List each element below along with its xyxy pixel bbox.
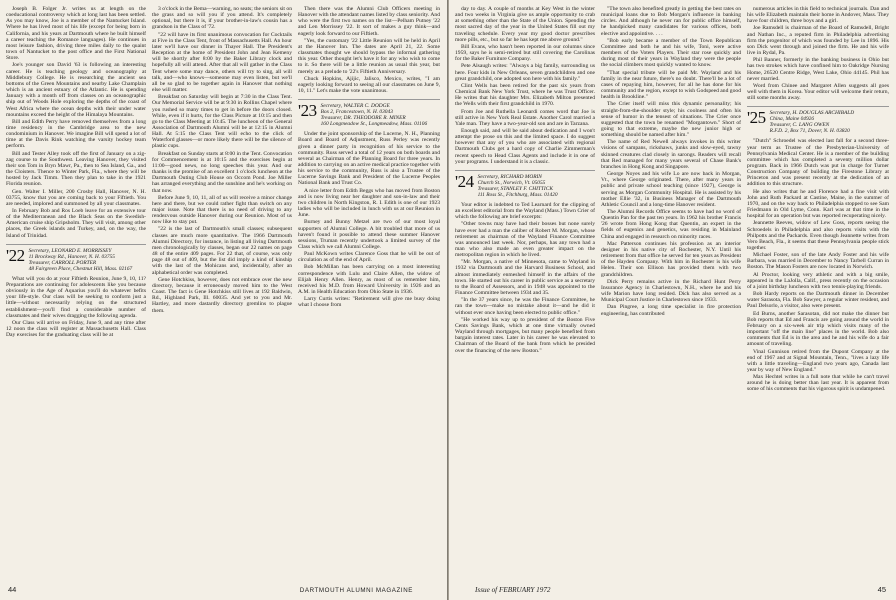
treasurer-address: 160 Longmeadow St., Longmeadow, Mass. 01106 (320, 121, 428, 128)
news-paragraph: day to day. A couple of months at Key West in the winter and two weeks in Virginia give us ample opportunity to crab at something other than the State of the Union. Spending the most sacred day of the year in the United States fill out my traveling schedule. Every year my good doctor prescribes more pills, etc., but so far he has kept me above ground." (455, 6, 595, 43)
secretary-address: 11 Brockway Rd., Hanover, N. H. 03755 (28, 253, 115, 260)
news-paragraph: "He worked his way up to president of the Boston Five Cents Savings Bank, which at one time virtually owned Wayland through mortgages, but many people benefited from bargain interest rates. Later in his career he was elevated to Chairman of the Board of the bank from which he presided over the financing of the new Boston." (455, 316, 595, 354)
secretary-address: Church St., Norwich, Vt. 05055 (477, 179, 546, 186)
news-paragraph: From Joe and Ruthella Leonardi comes word that Joe is still active in New York Real Estate. Another Carol married a Yale man. They have a two-year-old son and are in Tarzana. (455, 108, 595, 127)
news-paragraph: Bill Evans, who hasn't been reported in our columns since 1959, says he is semi-retired but still covering the Carolinas for the Baker Furniture Company. (455, 43, 595, 63)
news-paragraph: "Bob early became a member of the Town Republican Committee and both he and his wife, Toni, were active members of the Voters Players. Their star rose quickly and during most of their years in Wayland they were the people the social climbers most quickly wanted to know. (601, 37, 741, 69)
right-column-2 (601, 6, 741, 576)
news-paragraph: Then there was the Alumni Club Officers meeting in Hanover with the attendant names listed by class seniority. And who were the first two names on the list—Pelham Putney '22 and Len Morrissey '22. It sort of makes a guy think—and eagerly look forward to our Fiftieth. (298, 6, 440, 37)
news-paragraph: What will you do at your Fiftieth Reunion, June 9, 10, 11? Preparations are continuing for adolescents like you because obviously in the Age of Aquarius you'll do whatever befits your life-style. Our class will be seeking to conform just a little—without necessarily relying on the structured establishment—you'll find a considerable number of classmates and their wives dragging the following agenda. (6, 275, 146, 319)
class-officers (321, 103, 428, 127)
right-col1-after-paragraphs (455, 202, 595, 354)
news-paragraph: Pete Alsaugh writes: "Always a big family, surrounding us here. Four kids in New Orleans, seven grandchildren and one great grandchild, one adopted son here with his family." (455, 63, 595, 82)
class-1924-header (455, 170, 595, 198)
news-paragraph: Chuck Hopkins, Ajijic, Jalisco, Mexico, writes, "I am eagerly looking forward to seeing all our classmates on June 9, 10, 11." Let's make the vote unanimous. (298, 75, 440, 95)
news-paragraph: Paul McKown writes Clarence Goss that he will be out of circulation as of the end of April. (298, 251, 440, 264)
class-1925-header (747, 106, 889, 134)
left-page (0, 0, 447, 600)
news-paragraph: Your editor is indebted to Ted Learnard for the clipping of an excellent editorial from the Wayland (Mass.) Town Crier of which the following are brief excerpts: (455, 201, 595, 221)
news-paragraph: "Other towns may have had their bosses but none surely have ever had a man the caliber of Robert M. Morgan, whose retirement as chairman of the Wayland Finance Committee was announced last week. Nor, perhaps, has any town had a man who also made an even greater impact on the metropolitan region in which he lived. (455, 221, 595, 259)
right-col3-after-paragraphs (747, 138, 889, 392)
news-paragraph: "22 is the last of Dartmouth's small classes; subsequent classes are much more quantitative. The 1966 Dartmouth Alumni Directory, for instance, in listing all living Dartmouth men chronologically by classes, began our 22 names on page 48 of the entire 409 pages. For 22 that, of course, was only page 48 out of 409, but the list did imply a kind of kinship with the last of the Mohicans and, incidentally, after an alphabetical order was completed. (152, 226, 292, 276)
right-col3-paragraphs (747, 6, 889, 101)
treasurer-address: R.F.D. 2, Box 71, Dover, N. H. 03820 (769, 128, 850, 135)
right-col1-paragraphs (455, 6, 595, 165)
news-paragraph: Dan Pingree, a long time specialist in fire protection engineering, has contributed (601, 304, 741, 317)
right-page-footer (449, 580, 896, 594)
class-year-number: '24 (455, 171, 474, 191)
news-paragraph: Joseph B. Folger Jr. writes us at length on the coeducational controversy which at long last has been settled. As you may know, Joe is a member of the Nantucket Island. Where he has lived most of his life (except for being born in California, and his years at Dartmouth where he built himself a career teaching the Romance languages). He continues in most leisure fashion, driving three miles daily to the quaint town of Nantucket to the post office and the First National Store. (6, 6, 146, 62)
right-column-3 (747, 6, 889, 576)
news-paragraph: George Noyes and his wife Lo are now back in Morgan, Vt., where George originated. There, after many years in public and private school teaching (since 1927), George is serving as Morgan Community Hospital. He is assisted by his mother Ellie '32, in Business Manager of the Dartmouth Athletic Council and a long-time Hanover resident. (601, 171, 741, 208)
news-paragraph: Our Class will arrive on Friday, June 9, and any time after 12 noon the class will register at Massachusetts Hall. Class Day exercises for the graduating class will be at (6, 319, 146, 339)
class-year-number: '22 (6, 245, 25, 265)
left-col3-after-paragraphs (298, 131, 440, 308)
class-year-number: '25 (747, 108, 766, 128)
treasurer-address: 111 Ross St., Fitchburg, Mass. 01420 (477, 191, 558, 198)
left-col1-paragraphs (6, 6, 146, 239)
class-officers (770, 110, 855, 134)
news-paragraph: "The town also benefited greatly in getting the best rates on municipal loans due to Bob Morgan's influence in banking circles. And although he never ran for public office himself, he handpicked many candidates for various offices, both elective and appointive. . . . (601, 6, 741, 37)
news-paragraph: The Alumni Records Office seems to have had no word of Quentin Pan for the past ten years. In 1962 his brother Francis '26 wrote from Hong Kong that Quentin, an expert in the fields of eugenics and genetics, was residing in Mainland China and engaged in research on minority races. (601, 209, 741, 240)
news-paragraph: Ed Burns, another Sarasotan, did not make the dinner but Bob reports that Ed and Francis are going around the world in February on a six-week air trip which visits many of the important "off the main line" places in the world. Bob also comments that Ed is in the area and he and his wife do a fair amount of traveling. (747, 310, 889, 348)
news-paragraph: Phil Banner, formerly in the banking business in Ohio but has two strokes which have confined him to Oakridge Nursing Home, 26520 Centre Ridge, West Lake, Ohio 44145. Phil has never married. (747, 57, 889, 82)
news-paragraph: Michael Foster, son of the late Andy Foster and his wife Barbara, was married in December to Nancy Tarbell Curran in Boston. The Mason Fosters are now located in Norwich. (747, 252, 889, 271)
news-paragraph: numerous articles in this field to technical journals. Dan and his wife Elizabeth maintain their home in Andover, Mass. They have four children, three boys and a girl. (747, 6, 889, 25)
right-page (449, 0, 896, 600)
class-officers (478, 174, 558, 198)
news-paragraph: Jeannette Reeves, widow of Lew Goss, reports seeing the Schroedels in Philadelphia and also reports visits with the Philpotts and the Packards. Even though Jeannette writes from Vero Beach, Fla., it seems that these Pennsylvania people stick together. (747, 220, 889, 251)
news-paragraph: Bob McMillan has been carrying on a most interesting correspondence with Lulu and Claire Allen, the widow of Elijah Henry Allen. Henry, as most of us remember him, received his M.D. from Howard University in 1926 and an A.M. in Health Education from Ohio State in 1936. (298, 264, 440, 296)
news-paragraph: Gen. Walter I. Miller, 200 Crosby Hall, Hanover, N. H. 03755, know that you are coming back to your Fiftieth. You are needed, implored and summoned by all your classmates. (6, 188, 146, 207)
left-column-3 (298, 6, 440, 576)
treasurer-name: Treasurer, DR. THEODORE R. MINER (320, 115, 406, 122)
secretary-name: Secretary, WALTER C. DODGE (320, 103, 390, 110)
news-paragraph: Bill and Edith Perry have removed themselves from a long time residency in the Cambridge area to the new condominium in Hanover. We imagine Bill will spend a lot of time at the Davis Rink watching the varsity hockey team perform. (6, 118, 146, 150)
news-paragraph: 3 o'clock in the Bema—warning, no seats; the seniors sit on the grass and so will you if you attend. It's completely optional, but there it is, if your brother-in-law's cousin has a grandson in the Class of '72. (152, 6, 292, 31)
class-officers (29, 248, 133, 272)
news-paragraph: "Dutch" Schroedel was elected last fall for a second three-year term as Trustee of the Presbyterian-University of Pennsylvania Medical Center. He is a member of the building committee which has completed a seventy million dollar program. Back in 1966 Dutch was put in charge for Turner Construction Company of building the Firestone Library at Princeton and was present recently at the dedication of an addition to this structure. (747, 138, 889, 188)
left-column-1 (6, 6, 146, 576)
news-paragraph: Dick Perry remains active in the Richard Hunt Perry Insurance Agency in Charlestown, N.H., where he and his wife Marion have long resided. Dick has also served as a Municipal Court Justice in Charlestown since 1933. (601, 278, 741, 304)
news-paragraph: Bob Hardy reports on the Dartmouth dinner in December water Sarasota, Fla. Bob Sawyer, a regular winter resident, and Paul Delsorlo, a visitor, also were present. (747, 291, 889, 310)
news-paragraph: The Crier itself will miss this dynamic personality; his straight-from-the-shoulder style; his coolness and often his sense of humor in the tensest of situations. The Crier once suggested that the town be renamed "Morgantown." Short of going to that extreme, maybe the new junior high or something should be named after him." (601, 101, 741, 139)
left-page-footer (0, 580, 447, 594)
news-paragraph: Al Proctor, looking very athletic and with a big smile, appeared in the LaJolla, Calif., press recently on the occasion of a joint birthday luncheon with two tennis-playing friends. (747, 271, 889, 290)
treasurer-name: Treasurer, C. LANG OWEN (769, 122, 830, 129)
news-paragraph: A nice letter from Edith Beggs who has moved from Boston and is now living near her daughter and son-in-law and their two children in North Kingston, R. I. Edith is one of our 1923 ladies who will be included in lunch with us at our Reunion in June. (298, 187, 440, 219)
news-paragraph: Under the joint sponsorship of the Lucerne, N. H., Planning Board and Board of Adjustment, Russ Perley was recently given a dinner party in recognition of his service to the community. Russ served a total of 12 years on both boards and several as Chairman of the Planning Board for three years. In addition to carrying on an active medical practice together with his service to the community, Russ is also a Trustee of the Lucerne Savings Bank and President of the Lucerne Peoples National Bank and Trust Co. (298, 131, 440, 187)
news-paragraph: In February Bob and Ros Loeb leave for an extensive tour of the Mediterranean and the Black Seas on the Swedish-American cruise ship Gripsholm. They will visit, among other places, the Greek islands and Turkey, and, on the way, the Island of Trinidad. (6, 208, 146, 239)
news-paragraph: Joe Ramsdell is chairman of the Board of Ramsdell, Bright and Nathan Inc., a reputed firm in Philadelphia advertising firm the progenitor of which was founded by Lee in 1896. His son Dick went through and joined the firm. He and his wife live in Rydal, Pa. (747, 25, 889, 57)
left-column-2 (152, 6, 292, 576)
class-year-number: '23 (298, 101, 317, 121)
news-paragraph: Breakfast on Saturday will begin at 7:30 in the Class Tent. Our Memorial Service will be at 9:30 in Rollins Chapel where you rushed so many times to get in before the doors closed. While, even if it hurts, for the Class Picture at 10:15 and then go to the Class Meeting at 10:45. The luncheon of the General Association of Dartmouth Alumni will be at 12:15 in Alumni Hall. At 5:15 the Class Tent will echo to the click of Waterford glasses—or more likely there will be the silence of plastic cups. (152, 94, 292, 150)
news-paragraph: Vinal Gunnison retired from the Dupont Company at the end of 1967 and at Signal Mountain, Tenn., "lives a lazy life with a little traveling—England two years ago, Canada last year by way of New England." (747, 348, 889, 373)
page-number: 44 (8, 585, 17, 594)
secretary-name: Secretary, H. DOUGLAS ARCHIBALD (769, 110, 855, 117)
news-paragraph: "In the 37 years since, he was the Finance Committee, he ran the town—make no mistake about it—and he did it without ever once having been elected to public office." (455, 297, 595, 316)
secretary-name: Secretary, RICHARD MORIN (477, 173, 542, 180)
issue-date: Issue of FEBRUARY 1972 (475, 586, 551, 594)
news-paragraph: "That special tribute will be paid Mr. Wayland and his family in the near future, there's no doubt. There'll be a lot of cases of repaying him, however, for all he has done for his community and the region, except to wish Godspeed and good health in Brookline." (601, 69, 741, 101)
class-1923-header (298, 99, 440, 127)
news-paragraph: Larry Curtis writes: "Retirement will give me busy doing what I choose from (298, 296, 440, 309)
news-paragraph: Joe's younger son David '63 is following an interesting career. He is teaching geology and oceanography at Middlebury College. He is researching the ancient sea bottoms of the Green Mountains and nearby Lake Champlain which is an ancient estuary of the Atlantic. He is spending January with a month off from classes on an oceanographic ship out of Woods Hole exploring the depths of the coast of West Africa where the ocean depths with their under water mountains exceed the height of the Himalaya Mountains. (6, 62, 146, 118)
right-col2-paragraphs (601, 6, 741, 317)
news-paragraph: "Yes, the customary '22 Little Reunion will be held in April at the Hanover Inn. The dates are April 21, 22. Some classmates thought we should bypass the informal gathering this year. Other thought let's have it for any who wish to come to it. So there will be a little reunion as usual this year, but merely as a prelude to '22's Fiftieth Anniversary. (298, 37, 440, 75)
news-paragraph: Bill and Tester Alley took off the first of January on a zig-zag course to the Southwest. Leaving Hanover, they visited their son Tom in Bryn Mawr, Pa., then to Sea Island, Ga., and the Cloisters. Thence to Winter Park, Fla., where they will be hosted by Jack Timm. Then they plan to take in the 1921 Florida reunion. (6, 150, 146, 188)
right-column-1 (455, 6, 595, 576)
news-paragraph: "22 will have its first unanimous convocation for Cocktails at Five in the Class Tent, front of Massachusetts Hall. An hour later we'll have our dinner in Thayer Hall. The President's Reception at the home of President John and Jean Kemeny will be shortly after 8:00 by the Baker Library clock and hopefully all will attend. After that all will gather in the Class Tent where some may dance, others will try to sing, all will talk, and—who knows—someone may even listen, but we'll all be so glad to be together again in Hanover that nothing else will matter. (152, 31, 292, 94)
news-paragraph: Burney and Bunny Metzel are two of our most loyal supporters of Alumni College. A bit troubled that more of us haven't found it possible to attend these summer Hanover sessions, Truman recently undertook a limited survey of the Class which we call Alumni College. (298, 219, 440, 250)
left-col1-after-paragraphs (6, 276, 146, 339)
news-paragraph: "Mr. Morgan, a native of Minnesota, came to Wayland in 1932 via Dartmouth and the Harvard Business School, and almost immediately enmeshed himself in the affairs of the town. He started out his career in public service as a secretary to the Board of Assessors, and in 1948 was appointed to the Finance Committee between 1934 and 35. (455, 259, 595, 297)
news-paragraph: Clint Wells has been retired for the past six years from Chemical Bank New York Trust, where he was Trust Officer. He writes that his daughter Mrs. Elizabeth Milton presented the Wells with their first grandchild in 1970. (455, 82, 595, 108)
secretary-address: China, Maine 04926 (769, 116, 815, 123)
news-paragraph: Before June 9, 10, 11, all of us will receive a minor change here and there, but we could rather fight than switch on any major issue. Note that there is no need of driving to any rendezvous outside Hanover during our Reunion. Most of us now like to stay put. (152, 194, 292, 226)
news-paragraph: Max Hechtel writes in a full note that while he can't travel around he is doing better than last year. It is apparent from some of his comments that his vigorous spirit is undampened. (747, 374, 889, 393)
left-col2-paragraphs (152, 6, 292, 314)
news-paragraph: Mac Patterson continues his profession as an interior designer in his native city of Rochester, N.Y. Until his retirement from that office he served for ten years as President of the Hayden Company. With him in Rochester is his wife Helen. Their son Ellison has provided them with two grandchildren. (601, 240, 741, 278)
news-paragraph: Breakfast on Sunday starts at 8:00 in the Tent. Convocation for Commencement is at 10:15 and the exercises begin at 11:00—good news, no long speeches this year. And our thanks is the promise of an excellent 1 o'clock luncheon at the Dartmouth Outing Club House on Occom Pond. Joe Miller has arranged everything and the sunshine and he's working on that now. (152, 150, 292, 194)
left-col3-paragraphs (298, 6, 440, 94)
news-paragraph: Gene Hotchkiss, however, does not embrace over the new directory, because it erroneously moved him to the West Coast. The fact is Gene Hotchkiss still lives at 192 Baldwin, Rd., Highland Park, Ill. 60035. And yet to you and Mr. Hartley, and more dastardly directory gremlins to plague them. (152, 276, 292, 314)
magazine-title: DARTMOUTH ALUMNI MAGAZINE (299, 587, 413, 594)
news-paragraph: He also writes that he and Florence had a fine visit with John and Ruth Packard at Castine, Maine, in the summer of 1970, and on the way back to Philadelphia stopped to see Sam Friedmann in Old Lyme, Conn. Karl was at that time in the hospital for an operation but was reported recuperating nicely. (747, 188, 889, 220)
secretary-name: Secretary, LEONARD E. MORRISSEY (28, 247, 112, 254)
class-1922-header (6, 244, 146, 272)
news-paragraph: Enough said, and will be said about dedication and I won't attempt the prose on this and the limited space. I do suggest however that any of you who are associated with regional Dartmouth Clubs get a hard copy of Charlie Zimmerman's recent speech to Head Class Agents and include it in one of your programs. I understand it is a classic. (455, 127, 595, 165)
treasurer-name: Treasurer, CARROLL PORTER (28, 259, 97, 266)
news-paragraph: Word from Chinee and Margaret Allen suggests all goes well with them in Korea. Your editor will welcome their return, still some months away. (747, 82, 889, 102)
treasurer-name: Treasurer, STANLEY F. CHITTICK (477, 185, 553, 192)
page-number: 45 (877, 585, 886, 594)
secretary-address: Box 2, Francestown, N. H. 03043 (320, 109, 393, 116)
news-paragraph: The name of Red Newell always invokes in this writer visions of sampans, rickshaws, junks and slow-eyed, tawny skinned creatures clad closely in sarongs. Readers will recall that Red managed for many years several of Chase Bank's branches in Hong Kong and Singapore. (601, 139, 741, 170)
treasurer-address: 48 Fairgreen Place, Chestnut Hill, Mass. 02167 (28, 265, 133, 272)
